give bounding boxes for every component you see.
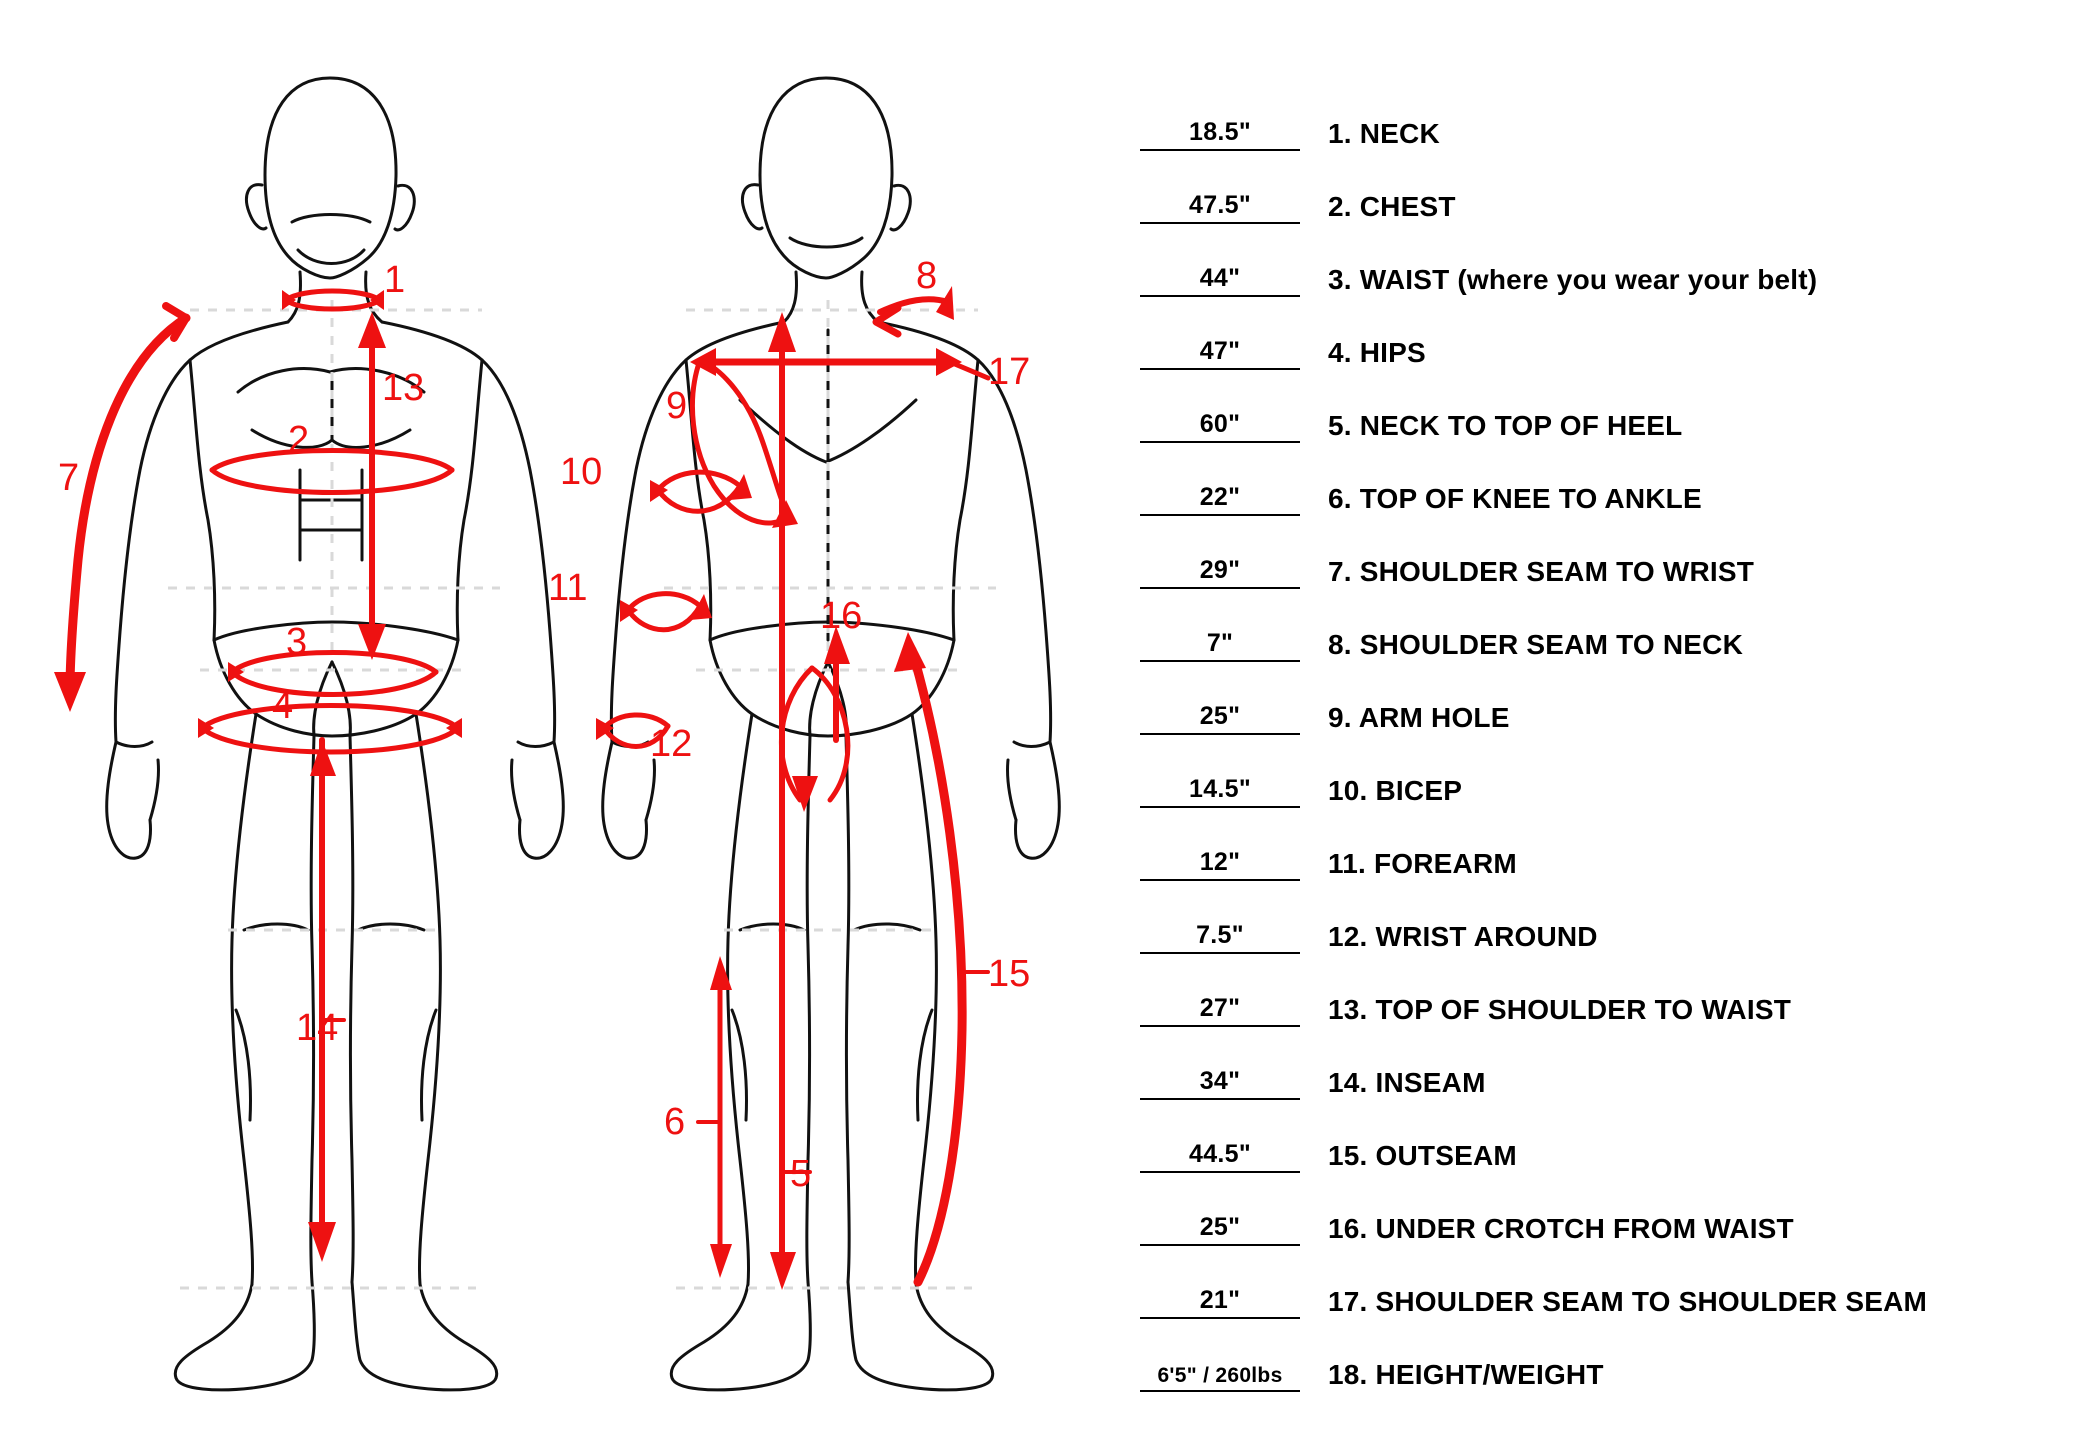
callout-16: 16 (820, 595, 863, 637)
measurement-value-4[interactable]: 47" (1140, 337, 1300, 370)
measurement-row-11 (1140, 808, 2090, 881)
callout-14: 14 (296, 1007, 339, 1049)
measurement-value-18[interactable]: 6'5" / 260lbs (1140, 1364, 1300, 1392)
measurement-value-9[interactable]: 25" (1140, 702, 1300, 735)
measurement-value-17[interactable]: 21" (1140, 1286, 1300, 1319)
measurement-label-13: 13. TOP OF SHOULDER TO WAIST (1328, 994, 1792, 1025)
measurement-list (1140, 78, 2090, 1392)
callout-13: 13 (382, 367, 425, 409)
measurement-value-8[interactable]: 7" (1140, 629, 1300, 662)
measurement-row-8 (1140, 589, 2090, 662)
measurement-row-17 (1140, 1246, 2090, 1319)
measurement-row-18 (1140, 1319, 2090, 1392)
measurement-value-16[interactable]: 25" (1140, 1213, 1300, 1246)
measurement-value-2[interactable]: 47.5" (1140, 191, 1300, 224)
measurement-label-14: 14. INSEAM (1328, 1067, 1486, 1098)
measurement-row-2 (1140, 151, 2090, 224)
callout-6: 6 (664, 1101, 686, 1143)
measurement-row-6 (1140, 443, 2090, 516)
callout-15: 15 (988, 953, 1031, 995)
measurement-label-4: 4. HIPS (1328, 337, 1426, 368)
measurement-value-15[interactable]: 44.5" (1140, 1140, 1300, 1173)
measurement-row-16 (1140, 1173, 2090, 1246)
front-body-figure (107, 78, 564, 1390)
back-measurement-marks (596, 286, 988, 1290)
callout-7: 7 (58, 457, 80, 499)
measurement-row-3 (1140, 224, 2090, 297)
callout-9: 9 (666, 385, 688, 427)
measurement-label-2: 2. CHEST (1328, 191, 1456, 222)
measurement-row-5 (1140, 370, 2090, 443)
callout-8: 8 (916, 255, 938, 297)
measurement-value-3[interactable]: 44" (1140, 264, 1300, 297)
measurement-value-12[interactable]: 7.5" (1140, 921, 1300, 954)
measurement-label-5: 5. NECK TO TOP OF HEEL (1328, 410, 1683, 441)
measurement-value-1[interactable]: 18.5" (1140, 118, 1300, 151)
measurement-label-15: 15. OUTSEAM (1328, 1140, 1517, 1171)
measurement-label-6: 6. TOP OF KNEE TO ANKLE (1328, 483, 1702, 514)
measurement-label-18: 18. HEIGHT/WEIGHT (1328, 1359, 1604, 1390)
measurement-label-7: 7. SHOULDER SEAM TO WRIST (1328, 556, 1755, 587)
callout-3: 3 (286, 621, 308, 663)
measurement-label-10: 10. BICEP (1328, 775, 1463, 806)
measurement-label-3: 3. WAIST (where you wear your belt) (1328, 264, 1818, 295)
measurement-label-17: 17. SHOULDER SEAM TO SHOULDER SEAM (1328, 1286, 1928, 1317)
measurement-value-5[interactable]: 60" (1140, 410, 1300, 443)
callout-2: 2 (288, 419, 310, 461)
callout-10: 10 (560, 451, 603, 493)
measurement-label-8: 8. SHOULDER SEAM TO NECK (1328, 629, 1743, 660)
measurement-row-13 (1140, 954, 2090, 1027)
measurement-row-9 (1140, 662, 2090, 735)
measurement-value-10[interactable]: 14.5" (1140, 775, 1300, 808)
measurement-row-7 (1140, 516, 2090, 589)
measurement-row-1 (1140, 78, 2090, 151)
measurement-label-16: 16. UNDER CROTCH FROM WAIST (1328, 1213, 1794, 1244)
measurement-row-10 (1140, 735, 2090, 808)
measurement-value-7[interactable]: 29" (1140, 556, 1300, 589)
measurement-row-14 (1140, 1027, 2090, 1100)
measurement-row-12 (1140, 881, 2090, 954)
measurement-row-15 (1140, 1100, 2090, 1173)
callout-4: 4 (272, 685, 294, 727)
measurement-label-9: 9. ARM HOLE (1328, 702, 1510, 733)
callout-5: 5 (790, 1153, 812, 1195)
measurement-value-14[interactable]: 34" (1140, 1067, 1300, 1100)
measurement-label-1: 1. NECK (1328, 118, 1440, 149)
measurement-value-6[interactable]: 22" (1140, 483, 1300, 516)
callout-1: 1 (384, 259, 406, 301)
callout-17: 17 (988, 351, 1031, 393)
measurement-value-13[interactable]: 27" (1140, 994, 1300, 1027)
callout-11: 11 (548, 567, 588, 609)
measurement-label-12: 12. WRIST AROUND (1328, 921, 1598, 952)
measurement-row-4 (1140, 297, 2090, 370)
measurement-label-11: 11. FOREARM (1328, 848, 1517, 879)
callout-12: 12 (650, 723, 693, 765)
measurement-value-11[interactable]: 12" (1140, 848, 1300, 881)
